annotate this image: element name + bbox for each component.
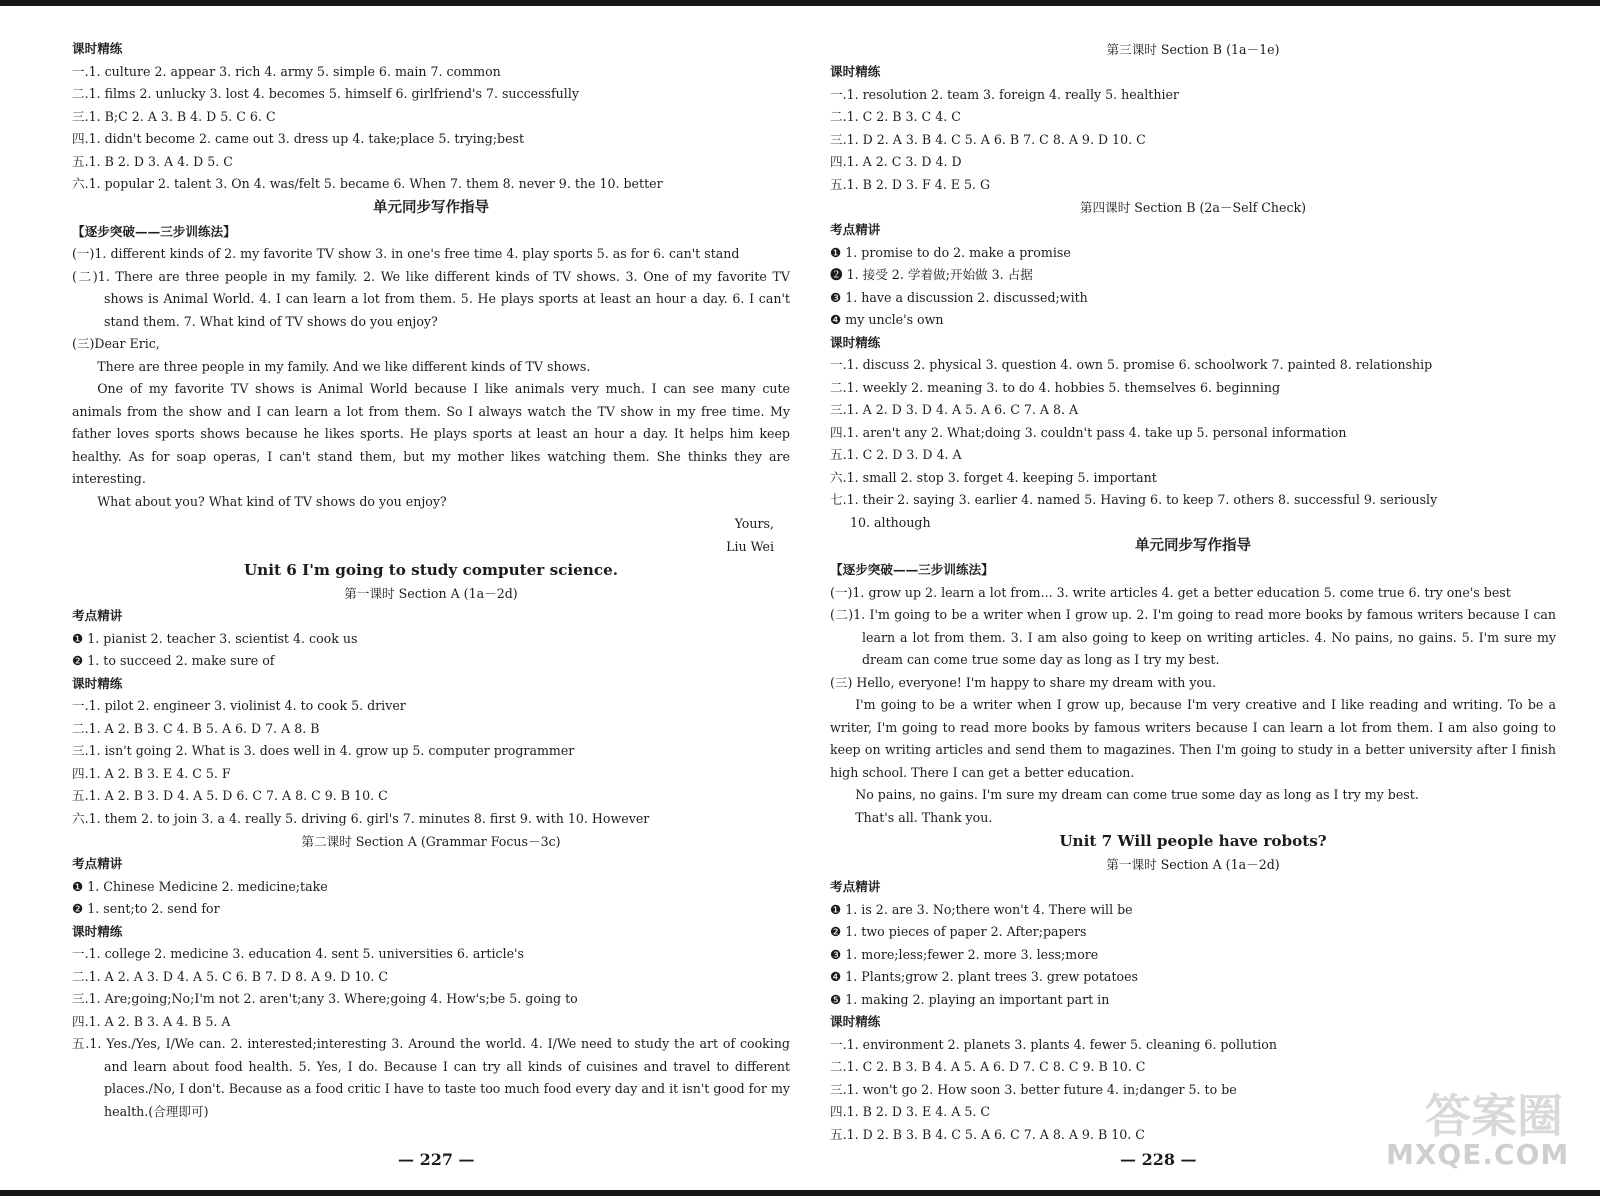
watermark-site: MXQE.COM	[1386, 1138, 1570, 1171]
page-228-column	[830, 38, 1556, 1146]
unit-title: Unit 6 I'm going to study computer science.	[243, 561, 619, 579]
section-heading: 考点精讲	[72, 608, 123, 623]
writing-guide-title: 单元同步写作指导	[1135, 538, 1251, 554]
answer-line: 四.1. didn't become 2. came out 3. dress up 4. take;place 5. trying;best	[72, 131, 525, 146]
answer-line: 二.1. A 2. A 3. D 4. A 5. C 6. B 7. D 8. A 9. D 10. C	[72, 968, 389, 984]
section-heading: 【逐步突破——三步训练法】	[72, 223, 236, 239]
answer-line: 五.1. B 2. D 3. A 4. D 5. C	[72, 153, 233, 169]
answer-paragraph: 五.1. Yes./Yes, I/We can. 2. interested;interesting 3. Around the world. 4. I/We need to study the art of cooking and learn about food health. 5. Yes, I do. Because I can try all kinds of cuisines and travel to different places./No, I don't. Because as a food critic I have to taste too much food every day and it isn't good for my health.(合理即可)	[72, 1036, 790, 1119]
letter-signoff: Liu Wei	[726, 538, 774, 554]
page-number-left: — 227 —	[398, 1150, 475, 1169]
essay-paragraph: That's all. Thank you.	[855, 809, 993, 825]
answer-line: (三) Hello, everyone! I'm happy to share my dream with you.	[830, 674, 1217, 690]
essay-paragraph: I'm going to be a writer when I grow up, because I'm very creative and I like reading and writing. To be a writer, I'm going to read more books by famous writers because I can learn a lot from them. I am also going to keep on writing articles and send them to magazines. Then I'm going to study in a better university after I finish high school. There I can get a better education.	[830, 697, 1556, 780]
answer-paragraph: (二)1. I'm going to be a writer when I grow up. 2. I'm going to read more books by famous writers because I can learn a lot from them. 3. I am also going to keep on writing articles. 4. No pains, no gains. 5. I'm sure my dream can come true some day as long as I try my best.	[830, 607, 1556, 667]
answer-line: 五.1. D 2. B 3. B 4. C 5. A 6. C 7. A 8. A 9. B 10. C	[830, 1126, 1145, 1142]
answer-line: ❷ 1. 接受 2. 学着做;开始做 3. 占据	[830, 267, 1033, 282]
answer-line: 一.1. pilot 2. engineer 3. violinist 4. to cook 5. driver	[72, 698, 406, 713]
page-number-right: — 228 —	[1120, 1150, 1197, 1169]
answer-line: 一.1. environment 2. planets 3. plants 4. fewer 5. cleaning 6. pollution	[830, 1036, 1277, 1052]
answer-line: 四.1. B 2. D 3. E 4. A 5. C	[830, 1104, 990, 1119]
answer-line: ❷ 1. sent;to 2. send for	[72, 901, 220, 916]
top-border	[0, 0, 1600, 6]
section-heading: 课时精练	[830, 64, 881, 79]
answer-line: ❷ 1. two pieces of paper 2. After;papers	[830, 924, 1087, 939]
answer-line: ❺ 1. making 2. playing an important part in	[830, 991, 1110, 1007]
answer-line: ❷ 1. to succeed 2. make sure of	[72, 653, 275, 668]
letter-paragraph: One of my favorite TV shows is Animal World because I like animals very much. I can see many cute animals from the show and I can learn a lot from them. So I always watch the TV show in my free time. My father loves sports shows because he likes sports. He plays sports at least an hour a day. It helps him keep healthy. As for soap operas, I can't stand them, but my mother likes watching them. She thinks they are interesting.	[72, 381, 790, 486]
answer-line: 二.1. A 2. B 3. C 4. B 5. A 6. D 7. A 8. B	[72, 720, 320, 736]
section-heading: 考点精讲	[72, 856, 123, 871]
answer-line: 六.1. popular 2. talent 3. On 4. was/felt 5. became 6. When 7. them 8. never 9. the 10. better	[72, 176, 663, 191]
answer-line: 一.1. discuss 2. physical 3. question 4. own 5. promise 6. schoolwork 7. painted 8. relationship	[830, 357, 1433, 372]
answer-line: 七.1. their 2. saying 3. earlier 4. named 5. Having 6. to keep 7. others 8. successful 9. seriously	[830, 492, 1438, 507]
answer-line: 六.1. them 2. to join 3. a 4. really 5. driving 6. girl's 7. minutes 8. first 9. with 10. However	[72, 810, 650, 826]
answer-line: 三.1. D 2. A 3. B 4. C 5. A 6. B 7. C 8. A 9. D 10. C	[830, 131, 1146, 147]
answer-line: 一.1. culture 2. appear 3. rich 4. army 5. simple 6. main 7. common	[72, 63, 501, 79]
section-heading: 课时精练	[830, 334, 881, 350]
answer-line: ❶ 1. Chinese Medicine 2. medicine;take	[72, 878, 328, 894]
answer-paragraph: (二)1. There are three people in my family. 2. We like different kinds of TV shows. 3. One of my favorite TV shows is Animal World. 4. I can learn a lot from them. 5. He plays sports at least an hour a day. 6. I can't stand them. 7. What kind of TV shows do you enjoy?	[72, 268, 790, 329]
answer-line: ❶ 1. promise to do 2. make a promise	[830, 244, 1071, 260]
lesson-title: 第一课时 Section A (1a－2d)	[344, 586, 518, 601]
answer-line: ❹ my uncle's own	[830, 312, 944, 327]
section-heading: 【逐步突破——三步训练法】	[830, 562, 994, 577]
answer-line: 四.1. A 2. C 3. D 4. D	[830, 154, 962, 169]
answer-line: ❶ 1. is 2. are 3. No;there won't 4. There will be	[830, 901, 1133, 917]
answer-line: 10. although	[850, 514, 931, 530]
answer-line: 二.1. C 2. B 3. C 4. C	[830, 109, 961, 124]
answer-line: 五.1. B 2. D 3. F 4. E 5. G	[830, 176, 991, 192]
answer-line: ❶ 1. pianist 2. teacher 3. scientist 4. cook us	[72, 630, 358, 646]
answer-line: 三.1. A 2. D 3. D 4. A 5. A 6. C 7. A 8. A	[830, 402, 1079, 417]
answer-line: 三.1. isn't going 2. What is 3. does well in 4. grow up 5. computer programmer	[72, 743, 575, 758]
answer-line: 六.1. small 2. stop 3. forget 4. keeping 5. important	[830, 469, 1157, 485]
answer-line: 三.1. Are;going;No;I'm not 2. aren't;any 3. Where;going 4. How's;be 5. going to	[72, 991, 578, 1006]
unit-title: Unit 7 Will people have robots?	[1059, 832, 1327, 850]
lesson-title: 第四课时 Section B (2a－Self Check)	[1079, 200, 1307, 215]
essay-paragraph: No pains, no gains. I'm sure my dream can come true some day as long as I try my best.	[855, 787, 1419, 802]
answer-line: (一)1. grow up 2. learn a lot from... 3. write articles 4. get a better education 5. come true 6. try one's best	[830, 584, 1511, 600]
answer-line: 一.1. resolution 2. team 3. foreign 4. really 5. healthier	[830, 86, 1179, 102]
section-heading: 考点精讲	[830, 222, 881, 237]
letter-paragraph: There are three people in my family. And we like different kinds of TV shows.	[97, 358, 591, 374]
bottom-border	[0, 1190, 1600, 1196]
letter-paragraph: What about you? What kind of TV shows do you enjoy?	[97, 493, 447, 509]
answer-line: 二.1. films 2. unlucky 3. lost 4. becomes 5. himself 6. girlfriend's 7. successfully	[72, 86, 579, 101]
answer-line: 二.1. weekly 2. meaning 3. to do 4. hobbies 5. themselves 6. beginning	[830, 379, 1281, 395]
answer-line: 五.1. A 2. B 3. D 4. A 5. D 6. C 7. A 8. C 9. B 10. C	[72, 788, 388, 803]
section-heading: 课时精练	[72, 41, 123, 56]
answer-line: ❸ 1. have a discussion 2. discussed;with	[830, 289, 1088, 305]
letter-signoff: Yours,	[734, 516, 774, 531]
answer-line: 四.1. aren't any 2. What;doing 3. couldn't pass 4. take up 5. personal information	[830, 424, 1347, 440]
writing-guide-title: 单元同步写作指导	[373, 199, 489, 216]
section-heading: 考点精讲	[830, 879, 881, 894]
answer-line: (三)Dear Eric,	[72, 336, 160, 351]
answer-line: ❸ 1. more;less;fewer 2. more 3. less;more	[830, 946, 1099, 962]
watermark-logo: 答案圈	[1425, 1089, 1563, 1143]
section-heading: 课时精练	[830, 1014, 881, 1029]
section-heading: 课时精练	[72, 923, 123, 939]
answer-line: 三.1. B;C 2. A 3. B 4. D 5. C 6. C	[72, 108, 276, 124]
lesson-title: 第一课时 Section A (1a－2d)	[1106, 857, 1280, 872]
answer-line: 四.1. A 2. B 3. A 4. B 5. A	[72, 1013, 231, 1029]
answer-line: 一.1. college 2. medicine 3. education 4. sent 5. universities 6. article's	[72, 946, 524, 961]
answer-line: 三.1. won't go 2. How soon 3. better future 4. in;danger 5. to be	[830, 1081, 1237, 1097]
answer-line: ❹ 1. Plants;grow 2. plant trees 3. grew potatoes	[830, 969, 1138, 984]
lesson-title: 第二课时 Section A (Grammar Focus－3c)	[301, 834, 561, 849]
section-heading: 课时精练	[72, 675, 123, 691]
page-227-column	[72, 38, 790, 1123]
answer-line: 二.1. C 2. B 3. B 4. A 5. A 6. D 7. C 8. C 9. B 10. C	[830, 1059, 1146, 1074]
answer-line: 四.1. A 2. B 3. E 4. C 5. F	[72, 765, 231, 781]
lesson-title: 第三课时 Section B (1a－1e)	[1106, 42, 1280, 57]
answer-line: 五.1. C 2. D 3. D 4. A	[830, 447, 962, 462]
answer-line: (一)1. different kinds of 2. my favorite TV show 3. in one's free time 4. play sports 5. as for 6. can't stand	[72, 246, 740, 261]
